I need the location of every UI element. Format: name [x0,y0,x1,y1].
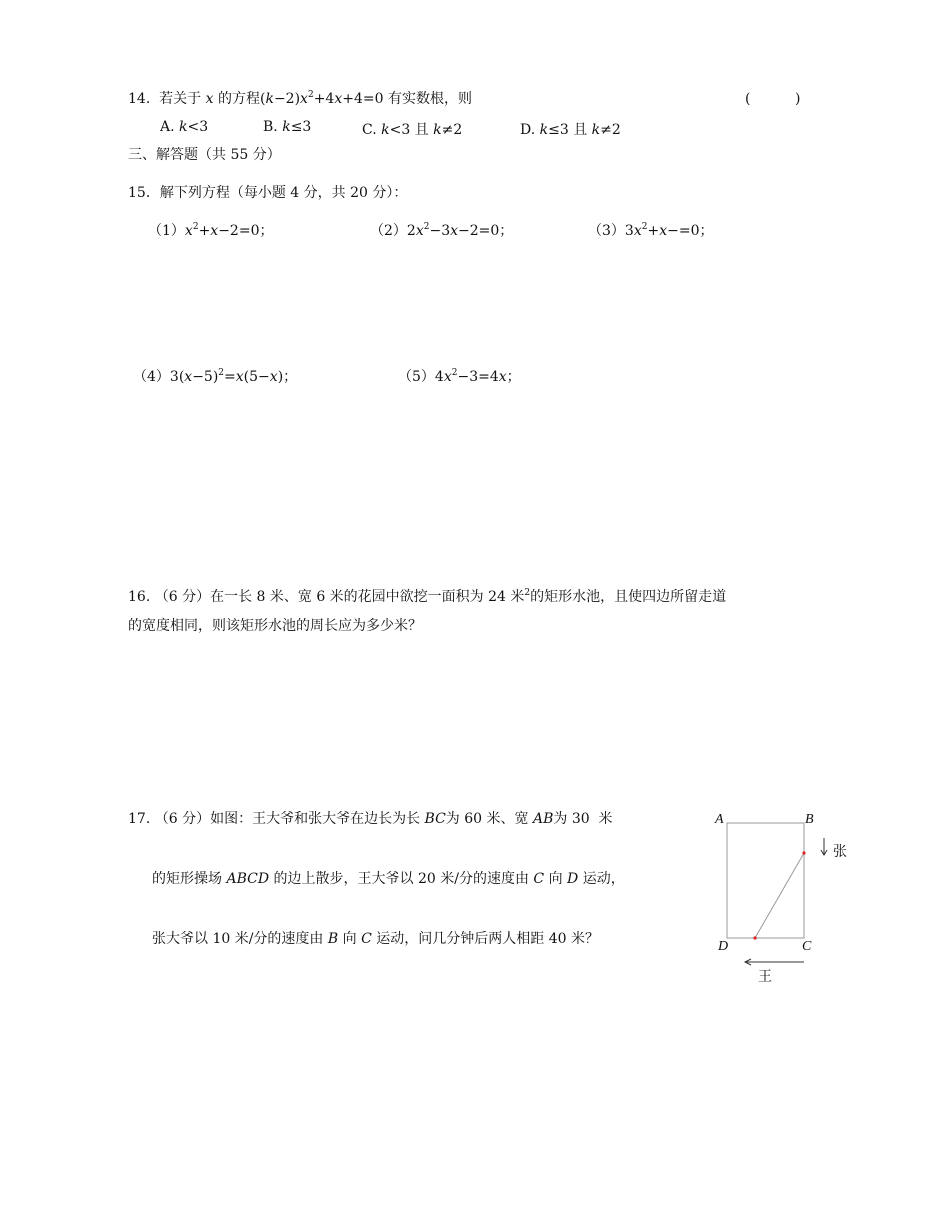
label-c: C [802,939,812,954]
distance-segment [755,853,804,938]
q15-part3: $(3)3x^2+x-=0$； [588,222,714,239]
q14-option-c: C. k<3 且 k≠2 [362,122,463,138]
q14-option-b: B. k≤3 [263,119,312,135]
q17-line1: 17. （6 分）如图：王大爷和张大爷在边长为长 BC为 60 米、宽 AB为 30 米 [128,811,613,827]
q15-part2: $(2)2x^2-3x-2=0$； [370,222,514,239]
label-a: A [715,812,724,827]
q14-answer-bracket: ( ) [745,91,801,107]
label-b: B [805,812,814,827]
q15-part4: $(4)3(x-5)^2=x(5-x)$； [133,368,298,385]
q16-line1: 16. （6 分）在一长 8 米、宽 6 米的花园中欲挖一面积为 24 米$^2$的矩形水池，且使四边所留走道 [128,588,727,605]
label-wang: 王 [758,969,772,985]
q16-line2: 的宽度相同，则该矩形水池的周长应为多少米？ [128,618,422,634]
rectangle-diagram [700,800,870,1000]
q15-part5: $(5)4x^2-3=4x$； [398,368,521,385]
q17-line2: 的矩形操场 ABCD 的边上散步，王大爷以 20 米/分的速度由 C 向 D 运动， [152,871,625,887]
q15-part1: $(1)x^2+x-2=0$； [148,222,274,239]
rectangle-figure [700,800,870,1000]
q14-option-d: D. k≤3 且 k≠2 [520,122,621,138]
section-heading: 三、解答题（共 55 分） [128,147,281,163]
q14-option-a: A. k<3 [160,119,209,135]
zhang-point [802,851,805,854]
label-d: D [718,939,729,954]
wang-point [753,936,756,939]
q14-stem: 14. 若关于 x 的方程$(k-2)x^2+4x+4=0$ 有实数根，则 [128,90,472,107]
q15-title: 15．解下列方程（每小题 4 分，共 20 分）： [128,185,408,201]
q17-line3: 张大爷以 10 米/分的速度由 B 向 C 运动，问几分钟后两人相距 40 米？ [152,931,599,947]
label-zhang: 张 [833,844,847,860]
